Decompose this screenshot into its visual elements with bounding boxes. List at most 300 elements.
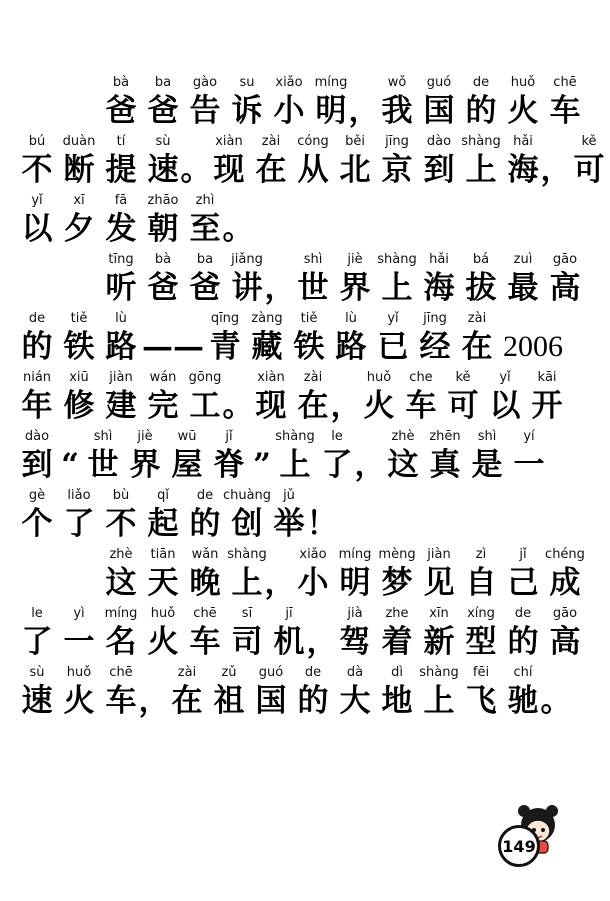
annotated-character — [456, 310, 498, 366]
annotated-character — [16, 310, 58, 366]
annotated-character — [142, 74, 184, 130]
punctuation — [348, 74, 380, 130]
hanzi: 小 — [273, 93, 305, 129]
pinyin: bá — [472, 252, 490, 267]
annotated-character — [166, 428, 208, 484]
hanzi: 修 — [63, 388, 95, 424]
pinyin: le — [31, 606, 43, 621]
annotated-character — [184, 192, 226, 248]
punctuation — [354, 428, 386, 484]
pinyin: jī — [285, 606, 293, 621]
hanzi: —— — [142, 329, 204, 365]
annotated-character — [460, 74, 502, 130]
text-line — [16, 133, 610, 189]
hanzi: 至 — [189, 211, 221, 247]
hanzi: 最 — [507, 270, 539, 306]
annotated-character — [142, 251, 184, 307]
text-line — [16, 192, 254, 248]
pinyin: jīng — [385, 134, 409, 149]
hanzi: 驰 — [507, 683, 539, 719]
hanzi: 机 — [273, 624, 305, 660]
text-line — [16, 428, 550, 484]
pinyin: xīn — [429, 606, 449, 621]
text-line — [100, 74, 586, 130]
annotated-character — [268, 74, 310, 130]
hanzi: 国 — [423, 93, 455, 129]
text-line — [16, 369, 568, 425]
hanzi: ！ — [306, 506, 338, 542]
pinyin: sù — [29, 665, 45, 680]
annotated-character — [16, 428, 58, 484]
pinyin: chuàng — [222, 488, 272, 503]
annotated-character — [208, 428, 250, 484]
hanzi: 上 — [279, 447, 311, 483]
punctuation — [540, 133, 572, 189]
annotated-character — [142, 546, 184, 602]
hanzi: 断 — [63, 152, 95, 188]
text-line — [16, 605, 586, 661]
pinyin: chéng — [545, 547, 585, 562]
pinyin: xiū — [69, 370, 89, 385]
pinyin: kě — [581, 134, 597, 149]
hanzi: 开 — [531, 388, 563, 424]
pinyin: mèng — [378, 547, 416, 562]
annotated-character — [142, 133, 184, 189]
annotated-character — [82, 428, 124, 484]
pinyin: chē — [193, 606, 217, 621]
hanzi: 上 — [465, 152, 497, 188]
pinyin: huǒ — [510, 75, 536, 90]
annotated-character — [544, 546, 586, 602]
text-line — [16, 487, 338, 543]
hanzi: 的 — [297, 683, 329, 719]
hanzi: 藏 — [251, 329, 283, 365]
hanzi: 脊 — [213, 447, 245, 483]
pinyin: huǒ — [66, 665, 92, 680]
pinyin: qīng — [210, 311, 240, 326]
pinyin: de — [472, 75, 490, 90]
text-line — [16, 310, 568, 366]
hanzi: 朝 — [147, 211, 179, 247]
annotated-character — [376, 605, 418, 661]
annotated-character — [100, 487, 142, 543]
annotated-character — [330, 310, 372, 366]
pinyin: fēi — [472, 665, 490, 680]
pinyin: wǒ — [387, 75, 407, 90]
annotated-character — [310, 74, 352, 130]
punctuation — [306, 487, 338, 543]
annotated-character — [250, 133, 292, 189]
annotated-character — [142, 192, 184, 248]
pinyin: guó — [258, 665, 284, 680]
punctuation — [222, 192, 254, 248]
hanzi: 天 — [147, 565, 179, 601]
pinyin: zhēn — [429, 429, 461, 444]
pinyin: wǎn — [191, 547, 219, 562]
annotated-character — [502, 605, 544, 661]
pinyin: tiān — [150, 547, 176, 562]
punctuation — [264, 251, 296, 307]
pinyin: yí — [523, 429, 535, 444]
pinyin: tiě — [300, 311, 318, 326]
annotated-character — [460, 605, 502, 661]
hanzi: 了 — [321, 447, 353, 483]
hanzi: 完 — [147, 388, 179, 424]
annotated-character — [544, 251, 586, 307]
hanzi: ， — [348, 93, 380, 129]
pinyin: jià — [347, 606, 363, 621]
annotated-character — [250, 369, 292, 425]
hanzi: 的 — [21, 329, 53, 365]
hanzi: 已 — [377, 329, 409, 365]
hanzi: 提 — [105, 152, 137, 188]
hanzi: 一 — [63, 624, 95, 660]
annotated-character — [184, 546, 226, 602]
hanzi: 以 — [21, 211, 53, 247]
annotated-character — [142, 487, 184, 543]
annotated-character — [418, 133, 460, 189]
annotated-character — [292, 546, 334, 602]
hanzi: 这 — [387, 447, 419, 483]
hanzi: 海 — [507, 152, 539, 188]
hanzi: 京 — [381, 152, 413, 188]
hanzi: 车 — [105, 683, 137, 719]
hanzi: 见 — [423, 565, 455, 601]
hanzi: 上 — [423, 683, 455, 719]
pinyin: tiě — [70, 311, 88, 326]
hanzi: 一 — [513, 447, 545, 483]
punctuation — [180, 133, 212, 189]
annotated-character — [382, 428, 424, 484]
hanzi: 己 — [507, 565, 539, 601]
pinyin: de — [28, 311, 46, 326]
annotated-character — [100, 546, 142, 602]
hanzi: 驾 — [339, 624, 371, 660]
pinyin: zuì — [513, 252, 533, 267]
hanzi: 真 — [429, 447, 461, 483]
hanzi: 从 — [297, 152, 329, 188]
pinyin: liǎo — [67, 488, 91, 503]
annotated-character — [414, 310, 456, 366]
pinyin: gāo — [552, 606, 578, 621]
punctuation — [264, 546, 296, 602]
hanzi: 的 — [465, 93, 497, 129]
annotated-character — [226, 546, 268, 602]
annotated-character — [334, 133, 376, 189]
punctuation — [58, 428, 82, 484]
hanzi: 北 — [339, 152, 371, 188]
hanzi: 爸 — [105, 93, 137, 129]
hanzi: 我 — [381, 93, 413, 129]
hanzi: 火 — [63, 683, 95, 719]
pinyin: xiàn — [215, 134, 243, 149]
pinyin: xíng — [467, 606, 495, 621]
pinyin: de — [196, 488, 214, 503]
hanzi: 举 — [273, 506, 305, 542]
pinyin: zài — [177, 665, 197, 680]
hanzi: 界 — [339, 270, 371, 306]
annotated-character — [58, 310, 100, 366]
pinyin: gè — [28, 488, 46, 503]
annotated-character — [334, 664, 376, 720]
hanzi: 。 — [180, 152, 212, 188]
annotated-character — [246, 310, 288, 366]
annotated-character — [16, 664, 58, 720]
annotated-character — [58, 192, 100, 248]
hanzi: 车 — [189, 624, 221, 660]
pinyin: huǒ — [366, 370, 392, 385]
pinyin: jǐ — [519, 547, 527, 562]
annotated-character — [502, 133, 544, 189]
annotated-character — [376, 546, 418, 602]
hanzi: ， — [540, 152, 572, 188]
hanzi: 发 — [105, 211, 137, 247]
annotated-character — [502, 251, 544, 307]
pinyin: jǐ — [225, 429, 233, 444]
hanzi: 海 — [423, 270, 455, 306]
hanzi: 高 — [549, 270, 581, 306]
annotated-character — [466, 428, 508, 484]
pinyin: shàng — [377, 252, 417, 267]
pinyin: jiè — [137, 429, 153, 444]
annotated-character — [442, 369, 484, 425]
hanzi: 到 — [423, 152, 455, 188]
pinyin: kě — [455, 370, 471, 385]
punctuation — [540, 664, 572, 720]
pinyin: qǐ — [157, 488, 169, 503]
hanzi: “ — [61, 447, 79, 483]
hanzi: 。 — [222, 388, 254, 424]
hanzi: 明 — [315, 93, 347, 129]
annotated-character — [100, 605, 142, 661]
pinyin: dà — [346, 665, 364, 680]
annotated-character — [376, 74, 418, 130]
hanzi: 现 — [255, 388, 287, 424]
annotated-character — [502, 664, 544, 720]
punctuation — [250, 428, 274, 484]
hanzi: 在 — [461, 329, 493, 365]
pinyin: shì — [93, 429, 113, 444]
pinyin: zhè — [109, 547, 133, 562]
pinyin: dào — [426, 134, 452, 149]
hanzi: 上 — [231, 565, 263, 601]
annotated-character — [460, 664, 502, 720]
annotated-character — [184, 251, 226, 307]
pinyin: jiàn — [427, 547, 451, 562]
pinyin: wū — [177, 429, 197, 444]
pinyin: guó — [426, 75, 452, 90]
annotated-character — [502, 74, 544, 130]
hanzi: 到 — [21, 447, 53, 483]
annotated-character — [316, 428, 358, 484]
hanzi: 这 — [105, 565, 137, 601]
pinyin: dào — [24, 429, 50, 444]
hanzi: ， — [264, 565, 296, 601]
pinyin: bà — [154, 252, 172, 267]
annotated-character — [100, 310, 142, 366]
annotated-character — [544, 605, 586, 661]
hanzi: 的 — [189, 506, 221, 542]
annotated-character — [58, 133, 100, 189]
pinyin: xiàn — [257, 370, 285, 385]
hanzi: 梦 — [381, 565, 413, 601]
annotated-character — [274, 428, 316, 484]
pinyin: shì — [477, 429, 497, 444]
annotated-character — [250, 664, 292, 720]
pinyin: xī — [73, 193, 85, 208]
pinyin: su — [239, 75, 255, 90]
annotated-character — [502, 546, 544, 602]
annotated-character — [58, 605, 100, 661]
hanzi: 年 — [21, 388, 53, 424]
annotated-character — [460, 546, 502, 602]
hanzi: 工 — [189, 388, 221, 424]
annotated-character — [460, 133, 502, 189]
annotated-character — [400, 369, 442, 425]
hanzi: 名 — [105, 624, 137, 660]
hanzi: 听 — [105, 270, 137, 306]
text-line — [16, 664, 572, 720]
hanzi: 着 — [381, 624, 413, 660]
hanzi: 可 — [573, 152, 605, 188]
pinyin: zhāo — [147, 193, 179, 208]
annotated-character — [424, 428, 466, 484]
hanzi: 不 — [21, 152, 53, 188]
hanzi: 车 — [549, 93, 581, 129]
annotated-character — [418, 251, 460, 307]
pinyin: míng — [314, 75, 348, 90]
hanzi: ， — [306, 624, 338, 660]
pinyin: kāi — [537, 370, 557, 385]
punctuation — [142, 310, 204, 366]
hanzi: ， — [354, 447, 386, 483]
pinyin: de — [514, 606, 532, 621]
pinyin: zài — [261, 134, 281, 149]
hanzi: 路 — [335, 329, 367, 365]
hanzi: 铁 — [63, 329, 95, 365]
hanzi: ， — [330, 388, 362, 424]
annotated-character — [100, 133, 142, 189]
annotated-character — [226, 74, 268, 130]
pinyin: zǔ — [221, 665, 237, 680]
hanzi: 界 — [129, 447, 161, 483]
hanzi: 高 — [549, 624, 581, 660]
pinyin: sù — [155, 134, 171, 149]
hanzi: ， — [138, 683, 170, 719]
hanzi: 。 — [222, 211, 254, 247]
pinyin: gōng — [188, 370, 222, 385]
hanzi: 是 — [471, 447, 503, 483]
hanzi: 夕 — [63, 211, 95, 247]
pinyin: bà — [112, 75, 130, 90]
hanzi: 晚 — [189, 565, 221, 601]
text-line — [100, 546, 586, 602]
pinyin: yǐ — [31, 193, 43, 208]
annotated-character — [142, 605, 184, 661]
annotated-character — [418, 546, 460, 602]
pinyin: běi — [345, 134, 365, 149]
pinyin: gāo — [552, 252, 578, 267]
annotated-character — [376, 133, 418, 189]
pinyin: wán — [149, 370, 177, 385]
pinyin: nián — [22, 370, 52, 385]
hanzi: 诉 — [231, 93, 263, 129]
annotated-character — [166, 664, 208, 720]
annotated-character — [58, 369, 100, 425]
hanzi: 大 — [339, 683, 371, 719]
pinyin: de — [304, 665, 322, 680]
pinyin: jiè — [347, 252, 363, 267]
annotated-character — [184, 74, 226, 130]
pinyin: zài — [303, 370, 323, 385]
hanzi: 告 — [189, 93, 221, 129]
annotated-character — [544, 74, 586, 130]
pinyin: duàn — [62, 134, 96, 149]
annotated-character — [460, 251, 502, 307]
annotated-character — [184, 369, 226, 425]
annotated-character — [334, 251, 376, 307]
pinyin: xiǎo — [275, 75, 303, 90]
annotated-character — [508, 428, 550, 484]
annotated-character — [100, 74, 142, 130]
hanzi: 路 — [105, 329, 137, 365]
hanzi: 明 — [339, 565, 371, 601]
annotated-character — [526, 369, 568, 425]
number-text: 2006 — [503, 330, 563, 363]
pinyin: xiǎo — [299, 547, 327, 562]
annotated-character — [100, 369, 142, 425]
annotated-character — [100, 664, 142, 720]
hanzi: 起 — [147, 506, 179, 542]
pinyin: bù — [112, 488, 130, 503]
punctuation — [222, 369, 254, 425]
hanzi: 飞 — [465, 683, 497, 719]
hanzi: 火 — [363, 388, 395, 424]
punctuation — [498, 310, 568, 366]
annotated-character — [292, 369, 334, 425]
pinyin: shàng — [461, 134, 501, 149]
pinyin: yǐ — [499, 370, 511, 385]
hanzi: 创 — [231, 506, 263, 542]
pinyin: jīng — [423, 311, 447, 326]
hanzi: 的 — [507, 624, 539, 660]
hanzi: 。 — [540, 683, 572, 719]
pinyin: míng — [104, 606, 138, 621]
hanzi: 了 — [63, 506, 95, 542]
hanzi: 世 — [87, 447, 119, 483]
annotated-character — [292, 133, 334, 189]
hanzi: 火 — [147, 624, 179, 660]
pinyin: jiǎng — [231, 252, 263, 267]
hanzi: 速 — [147, 152, 179, 188]
hanzi: 爸 — [147, 93, 179, 129]
annotated-character — [204, 310, 246, 366]
annotated-character — [376, 664, 418, 720]
pinyin: zài — [467, 311, 487, 326]
hanzi: 在 — [297, 388, 329, 424]
annotated-character — [184, 487, 226, 543]
pinyin: jiàn — [109, 370, 133, 385]
pinyin: huǒ — [150, 606, 176, 621]
annotated-character — [100, 192, 142, 248]
annotated-character — [484, 369, 526, 425]
annotated-character — [184, 605, 226, 661]
punctuation — [138, 664, 170, 720]
pinyin: zhì — [195, 193, 215, 208]
page-number: 149 — [498, 825, 540, 867]
hanzi: ” — [253, 447, 271, 483]
annotated-character — [58, 664, 100, 720]
